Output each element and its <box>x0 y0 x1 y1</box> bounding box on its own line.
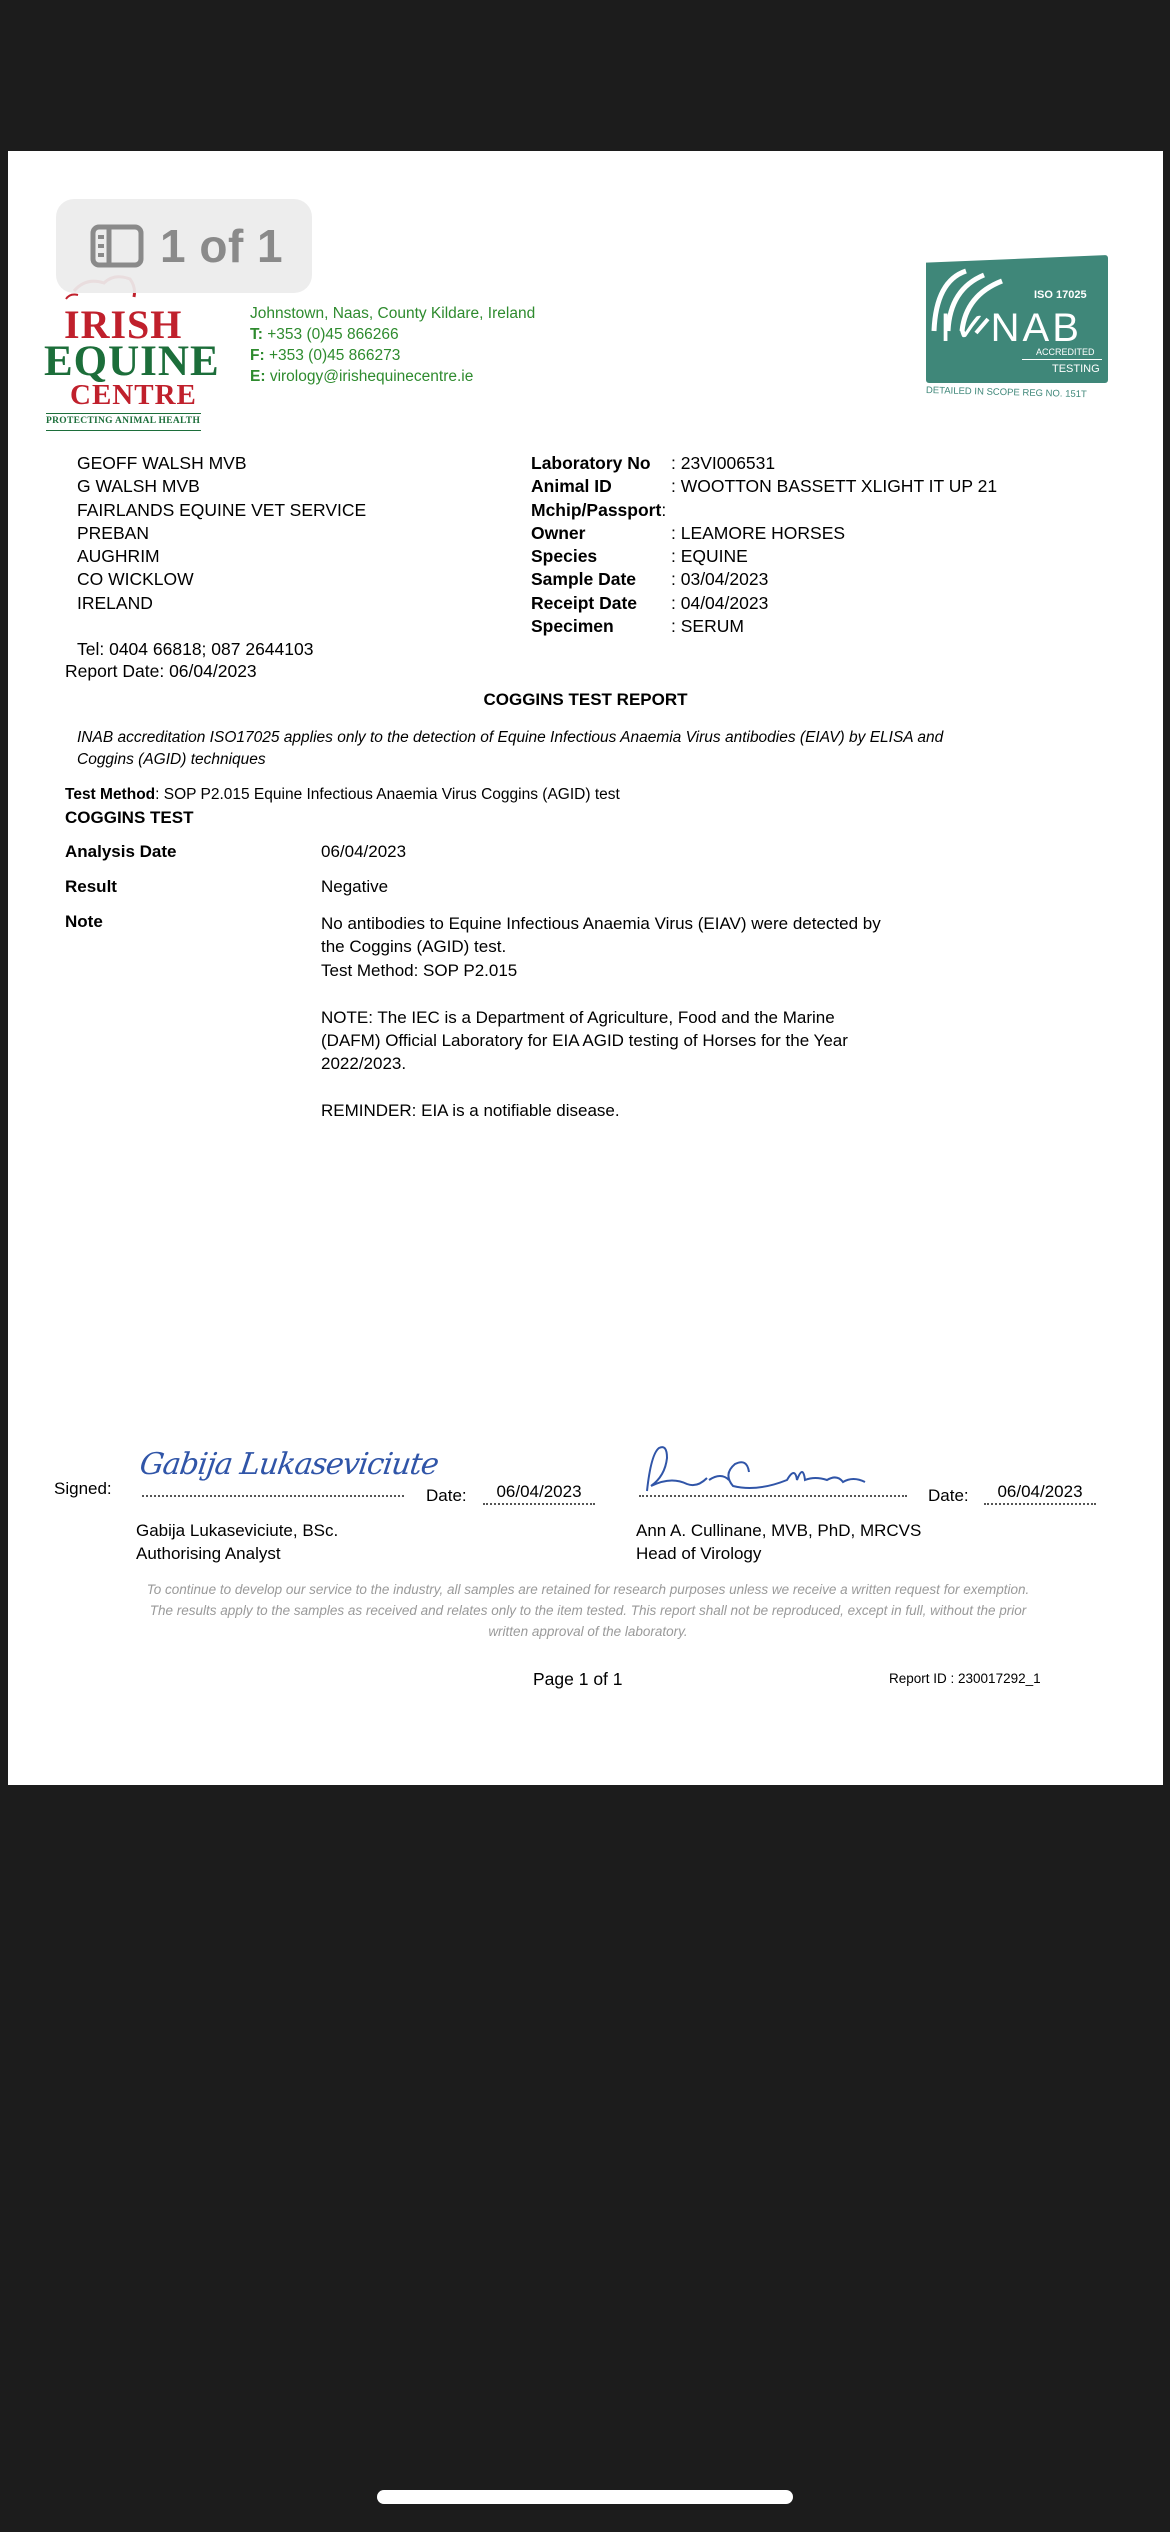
note-line: (DAFM) Official Laboratory for EIA AGID testing of Horses for the Year <box>321 1031 848 1051</box>
report-id: Report ID : 230017292_1 <box>889 1671 1041 1686</box>
note-label: Note <box>65 912 103 931</box>
sig2-date-label: Date: <box>928 1486 969 1505</box>
sig1-date: 06/04/2023 <box>483 1482 595 1505</box>
note-line: No antibodies to Equine Infectious Anaemia Virus (EIAV) were detected by <box>321 914 881 933</box>
note-line <box>321 982 941 1005</box>
disclaimer-line: To continue to develop our service to the industry, all samples are retained for research purposes unless we receive a written request for exemption. <box>146 1582 1030 1597</box>
disclaimer <box>88 1579 1088 1642</box>
accreditation-note-line: INAB accreditation ISO17025 applies only to the detection of Equine Infectious Anaemia Virus antibodies (EIAV) by ELISA and <box>77 729 944 746</box>
logo-centre: CENTRE <box>70 379 197 411</box>
recipient-line: G WALSH MVB <box>77 476 200 497</box>
lab-fax: F: +353 (0)45 866273 <box>250 347 401 364</box>
signed-label: Signed: <box>54 1479 112 1498</box>
iec-logo <box>44 269 220 429</box>
page-indicator[interactable] <box>56 199 312 293</box>
inab-text: I✓NAB <box>940 306 1082 350</box>
lab-contact <box>250 303 670 387</box>
recipient-line: FAIRLANDS EQUINE VET SERVICE <box>77 499 367 520</box>
signature-2 <box>637 1436 907 1503</box>
document-page <box>8 151 1163 1785</box>
report-title: COGGINS TEST REPORT <box>483 690 688 709</box>
note-line: NOTE: The IEC is a Department of Agriculture, Food and the Marine <box>321 1007 835 1027</box>
sidebar-icon[interactable] <box>90 224 144 268</box>
test-method: Test Method: SOP P2.015 Equine Infectious Anaemia Virus Coggins (AGID) test <box>65 786 620 803</box>
accreditation-note-line: Coggins (AGID) techniques <box>77 750 266 768</box>
specimen-row: Specimen : SERUM <box>531 616 744 637</box>
inab-badge <box>926 255 1114 405</box>
receipt-date-row: Receipt Date : 04/04/2023 <box>531 592 769 613</box>
recipient-address <box>77 452 477 615</box>
sig2-name: Ann A. Cullinane, MVB, PhD, MRCVS <box>636 1521 922 1540</box>
recipient-line: AUGHRIM <box>77 546 160 567</box>
note-body <box>321 912 941 1123</box>
recipient-line: PREBAN <box>77 522 149 543</box>
signature-1 <box>134 1441 441 1503</box>
sig1-date-label: Date: <box>426 1486 467 1505</box>
analysis-date-label: Analysis Date <box>65 842 177 861</box>
sig1-name: Gabija Lukaseviciute, BSc. <box>136 1521 339 1540</box>
lab-address: Johnstown, Naas, County Kildare, Ireland <box>250 305 536 322</box>
sig2-date: 06/04/2023 <box>984 1482 1096 1505</box>
disclaimer-line: written approval of the laboratory. <box>488 1624 688 1639</box>
analysis-date-value: 06/04/2023 <box>321 842 407 861</box>
result-label: Result <box>65 877 117 896</box>
home-indicator[interactable] <box>377 2490 793 2504</box>
recipient-line: IRELAND <box>77 592 153 613</box>
logo-equine: EQUINE <box>44 338 220 385</box>
note-line <box>321 1076 941 1099</box>
animal-id-row: Animal ID : WOOTTON BASSETT XLIGHT IT UP 21 <box>531 476 998 497</box>
sample-date-row: Sample Date : 03/04/2023 <box>531 569 769 590</box>
note-line: 2022/2023. <box>321 1054 407 1074</box>
recipient-tel: Tel: 0404 66818; 087 2644103 <box>77 639 314 659</box>
inab-scope: DETAILED IN SCOPE REG NO. 151T <box>925 385 1087 401</box>
section-heading: COGGINS TEST <box>65 808 194 827</box>
report-date: Report Date: 06/04/2023 <box>65 661 257 681</box>
inab-iso-text: ISO 17025 <box>1034 289 1087 301</box>
logo-tagline: PROTECTING ANIMAL HEALTH <box>46 416 201 426</box>
sig2-title: Head of Virology <box>636 1544 762 1563</box>
note-line: REMINDER: EIA is a notifiable disease. <box>321 1101 620 1121</box>
note-line: Test Method: SOP P2.015 <box>321 960 518 980</box>
note-line: the Coggins (AGID) test. <box>321 937 507 957</box>
recipient-line: CO WICKLOW <box>77 569 194 590</box>
recipient-line: GEOFF WALSH MVB <box>77 453 247 473</box>
sig1-title: Authorising Analyst <box>136 1544 281 1563</box>
page-indicator-text: 1 of 1 <box>160 220 284 272</box>
inab-testing: TESTING <box>1052 363 1100 375</box>
owner-row: Owner : LEAMORE HORSES <box>531 522 846 543</box>
lab-no-row: Laboratory No : 23VI006531 <box>531 453 776 473</box>
sample-details <box>531 452 1151 638</box>
logo-irish: IRISH <box>64 302 183 347</box>
disclaimer-line: The results apply to the samples as received and relates only to the item tested. This report shall not be reproduced, except in full, without the prior <box>149 1603 1027 1618</box>
lab-phone: T: +353 (0)45 866266 <box>250 326 399 343</box>
lab-email[interactable]: E: virology@irishequinecentre.ie <box>250 368 474 385</box>
species-row: Species : EQUINE <box>531 546 748 567</box>
page-number: Page 1 of 1 <box>533 1669 623 1689</box>
inab-accredited: ACCREDITED <box>1036 347 1095 357</box>
mchip-row: Mchip/Passport: <box>531 499 667 520</box>
signature-2-mark <box>637 1436 907 1503</box>
accreditation-note <box>77 727 1077 770</box>
signature-1-script: Gabija Lukaseviciute <box>137 1447 441 1482</box>
result-value: Negative <box>321 877 389 896</box>
